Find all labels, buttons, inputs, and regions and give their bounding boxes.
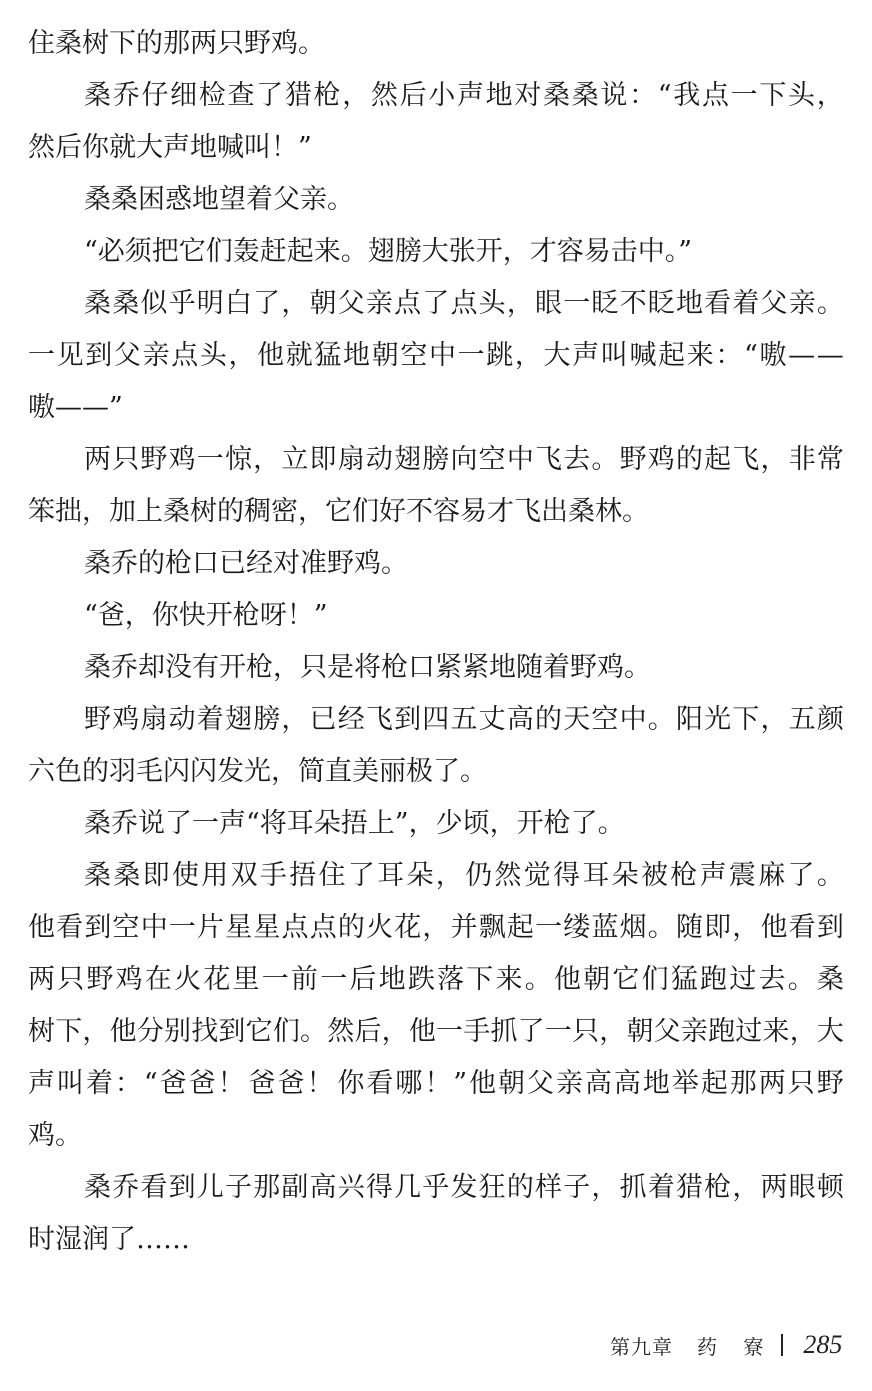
page-footer [610,1330,842,1360]
text-line: 桑 乔 仔 细 检 查 了 猎 枪 ， 然 后 小 声 地 对 桑 桑 说 ： “ 我 点 一 下 头 ， [84,80,844,111]
text-line: 野 鸡 扇 动 着 翅 膀 ， 已 经 飞 到 四 五 丈 高 的 天 空 中 。 阳 光 下 ， 五 颜 [84,704,844,735]
text-line: 树 下 ， 他 分 别 找 到 它 们 。 然 后 ， 他 一 手 抓 了 一 只 ， 朝 父 亲 跑 过 来 ， 大 [28,1016,844,1047]
text-line: 桑 乔 看 到 儿 子 那 副 高 兴 得 几 乎 发 狂 的 样 子 ， 抓 着 猎 枪 ， 两 眼 顿 [84,1172,844,1203]
footer-divider [781,1334,783,1356]
text-line: 两 只 野 鸡 在 火 花 里 一 前 一 后 地 跌 落 下 来 。 他 朝 它 们 猛 跑 过 去 。 桑 [28,964,844,995]
page-number: 285 [803,1330,843,1359]
text-line: 住桑树下的那两只野鸡。 [28,28,325,59]
text-line: 桑 桑 即 使 用 双 手 捂 住 了 耳 朵 ， 仍 然 觉 得 耳 朵 被 枪 声 震 麻 了 。 [84,860,844,891]
text-line: 鸡。 [28,1120,82,1151]
text-line: “必须把它们轰赶起来。翅膀大张开，才容易击中。” [84,236,693,267]
text-line: 声 叫 着 ： “ 爸 爸 ！ 爸 爸 ！ 你 看 哪 ！ ” 他 朝 父 亲 高 高 地 举 起 那 两 只 野 [28,1068,844,1099]
book-page-body [28,18,844,1266]
text-line: 时湿润了…… [28,1224,190,1255]
text-line: 笨拙，加上桑树的稠密，它们好不容易才飞出桑林。 [28,496,649,527]
text-line: 桑乔的枪口已经对准野鸡。 [84,548,408,579]
chapter-label: 第九章 [610,1334,673,1359]
chapter-title: 药 寮 [697,1334,774,1359]
text-line: 六色的羽毛闪闪发光，简直美丽极了。 [28,756,487,787]
text-line: 两 只 野 鸡 一 惊 ， 立 即 扇 动 翅 膀 向 空 中 飞 去 。 野 鸡 的 起 飞 ， 非 常 [84,444,844,475]
text-line: “爸，你快开枪呀！” [84,600,328,631]
text-line: 桑乔说了一声“将耳朵捂上”，少顷，开枪了。 [84,808,625,839]
text-line: 一 见 到 父 亲 点 头 ， 他 就 猛 地 朝 空 中 一 跳 ， 大 声 叫 喊 起 来 ： “ 嗷 — — [28,340,844,371]
text-line: 桑桑困惑地望着父亲。 [84,184,354,215]
text-line: 桑 桑 似 乎 明 白 了 ， 朝 父 亲 点 了 点 头 ， 眼 一 眨 不 眨 地 看 着 父 亲 。 [84,288,844,319]
text-line: 他 看 到 空 中 一 片 星 星 点 点 的 火 花 ， 并 飘 起 一 缕 蓝 烟 。 随 即 ， 他 看 到 [28,912,844,943]
text-line: 桑乔却没有开枪，只是将枪口紧紧地随着野鸡。 [84,652,651,683]
text-line: 嗷——” [28,392,123,423]
text-line: 然后你就大声地喊叫！” [28,132,312,163]
